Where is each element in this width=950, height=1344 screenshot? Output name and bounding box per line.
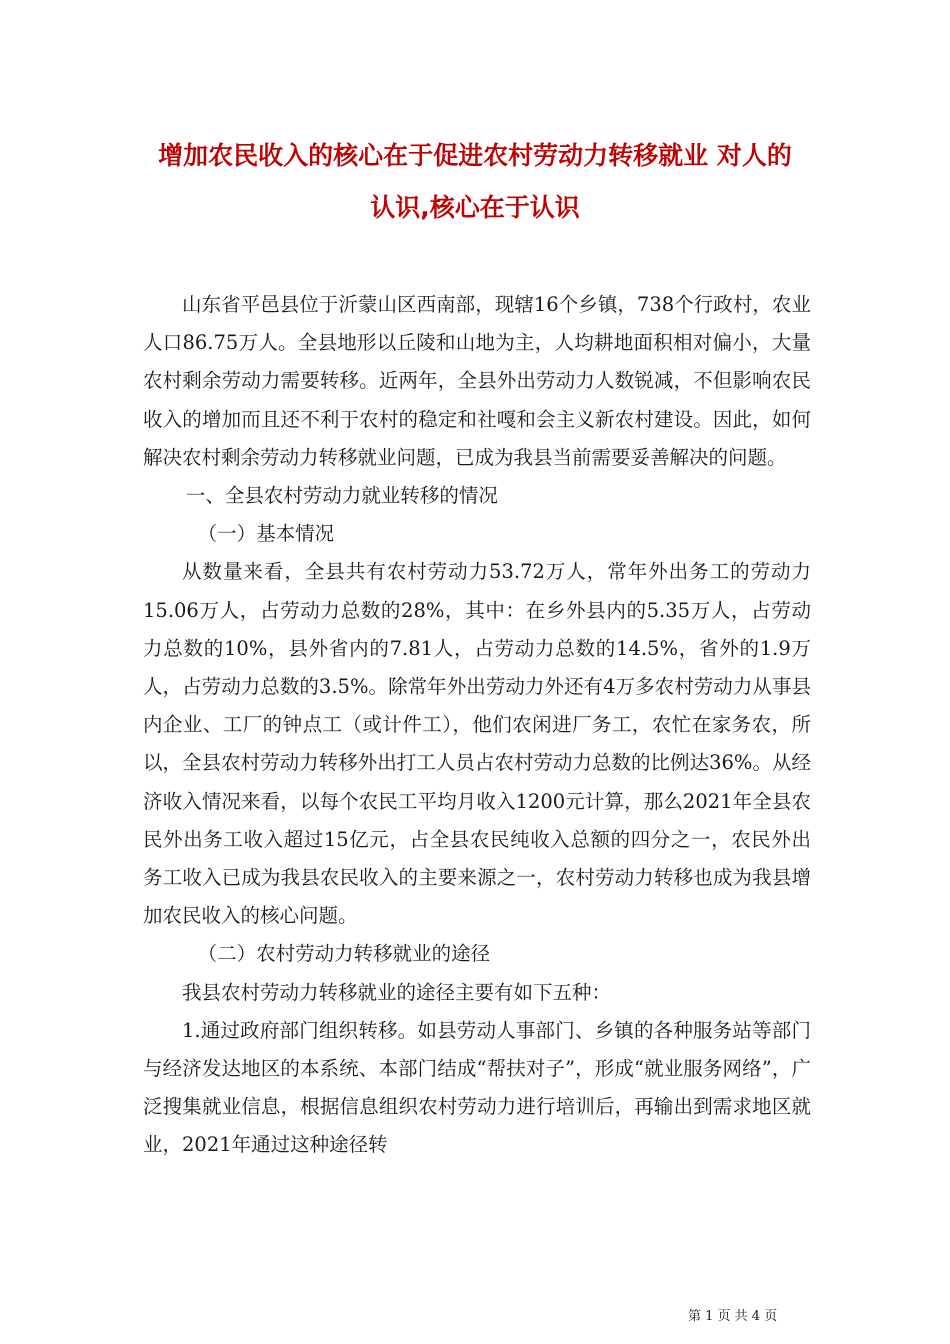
paragraph-intro: 山东省平邑县位于沂蒙山区西南部，现辖16个乡镇，738个行政村，农业人口86.75万人。全县地形以丘陵和山地为主，人均耕地面积相对偏小，大量农村剩余劳动力需要转移。近两年，全县外出劳动力人数锐减，不但影响农民收入的增加而且还不利于农村的稳定和社嘎和会主义新农村建设。因此，如何解决农村剩余劳动力转移就业问题，已成为我县当前需要妥善解决的问题。 bbox=[143, 293, 811, 469]
paragraph-paths-intro: 我县农村劳动力转移就业的途径主要有如下五种： bbox=[182, 980, 612, 1004]
title-line-1: 增加农民收入的核心在于促进农村劳动力转移就业 对人的 bbox=[158, 141, 792, 170]
title-line-2: 认识,核心在于认识 bbox=[370, 193, 580, 222]
page-number: 第 1 页 共 4 页 bbox=[688, 1309, 778, 1324]
subsection-heading-basic: （一）基本情况 bbox=[197, 522, 335, 546]
document-body bbox=[143, 286, 811, 1165]
subsection-heading-paths: （二）农村劳动力转移就业的途径 bbox=[197, 942, 491, 966]
paragraph-basic-situation: 从数量来看，全县共有农村劳动力53.72万人，常年外出务工的劳动力15.06万人，占劳动力总数的28%，其中：在乡外县内的5.35万人，占劳动力总数的10%，县外省内的7.81人，占劳动力总数的14.5%，省外的1.9万人，占劳动力总数的3.5%。除常年外出劳动力外还有4万多农村劳动力从事县内企业、工厂的钟点工（或计件工），他们农闲进厂务工，农忙在家务农，所以，全县农村劳动力转移外出打工人员占农村劳动力总数的比例达36%。从经济收入情况来看，以每个农民工平均月收入1200元计算，那么2021年全县农民外出务工收入超过15亿元，占全县农民纯收入总额的四分之一，农民外出务工收入已成为我县农民收入的主要来源之一，农村劳动力转移也成为我县增加农民收入的核心问题。 bbox=[143, 560, 811, 928]
section-heading-1: 一、全县农村劳动力就业转移的情况 bbox=[185, 484, 498, 508]
paragraph-path-1: 1.通过政府部门组织转移。如县劳动人事部门、乡镇的各种服务站等部门与经济发达地区的本系统、本部门结成“帮扶对子”，形成“就业服务网络”，广泛搜集就业信息，根据信息组织农村劳动力进行培训后，再输出到需求地区就业，2021年通过这种途径转 bbox=[143, 1018, 811, 1157]
document-title bbox=[100, 130, 850, 234]
